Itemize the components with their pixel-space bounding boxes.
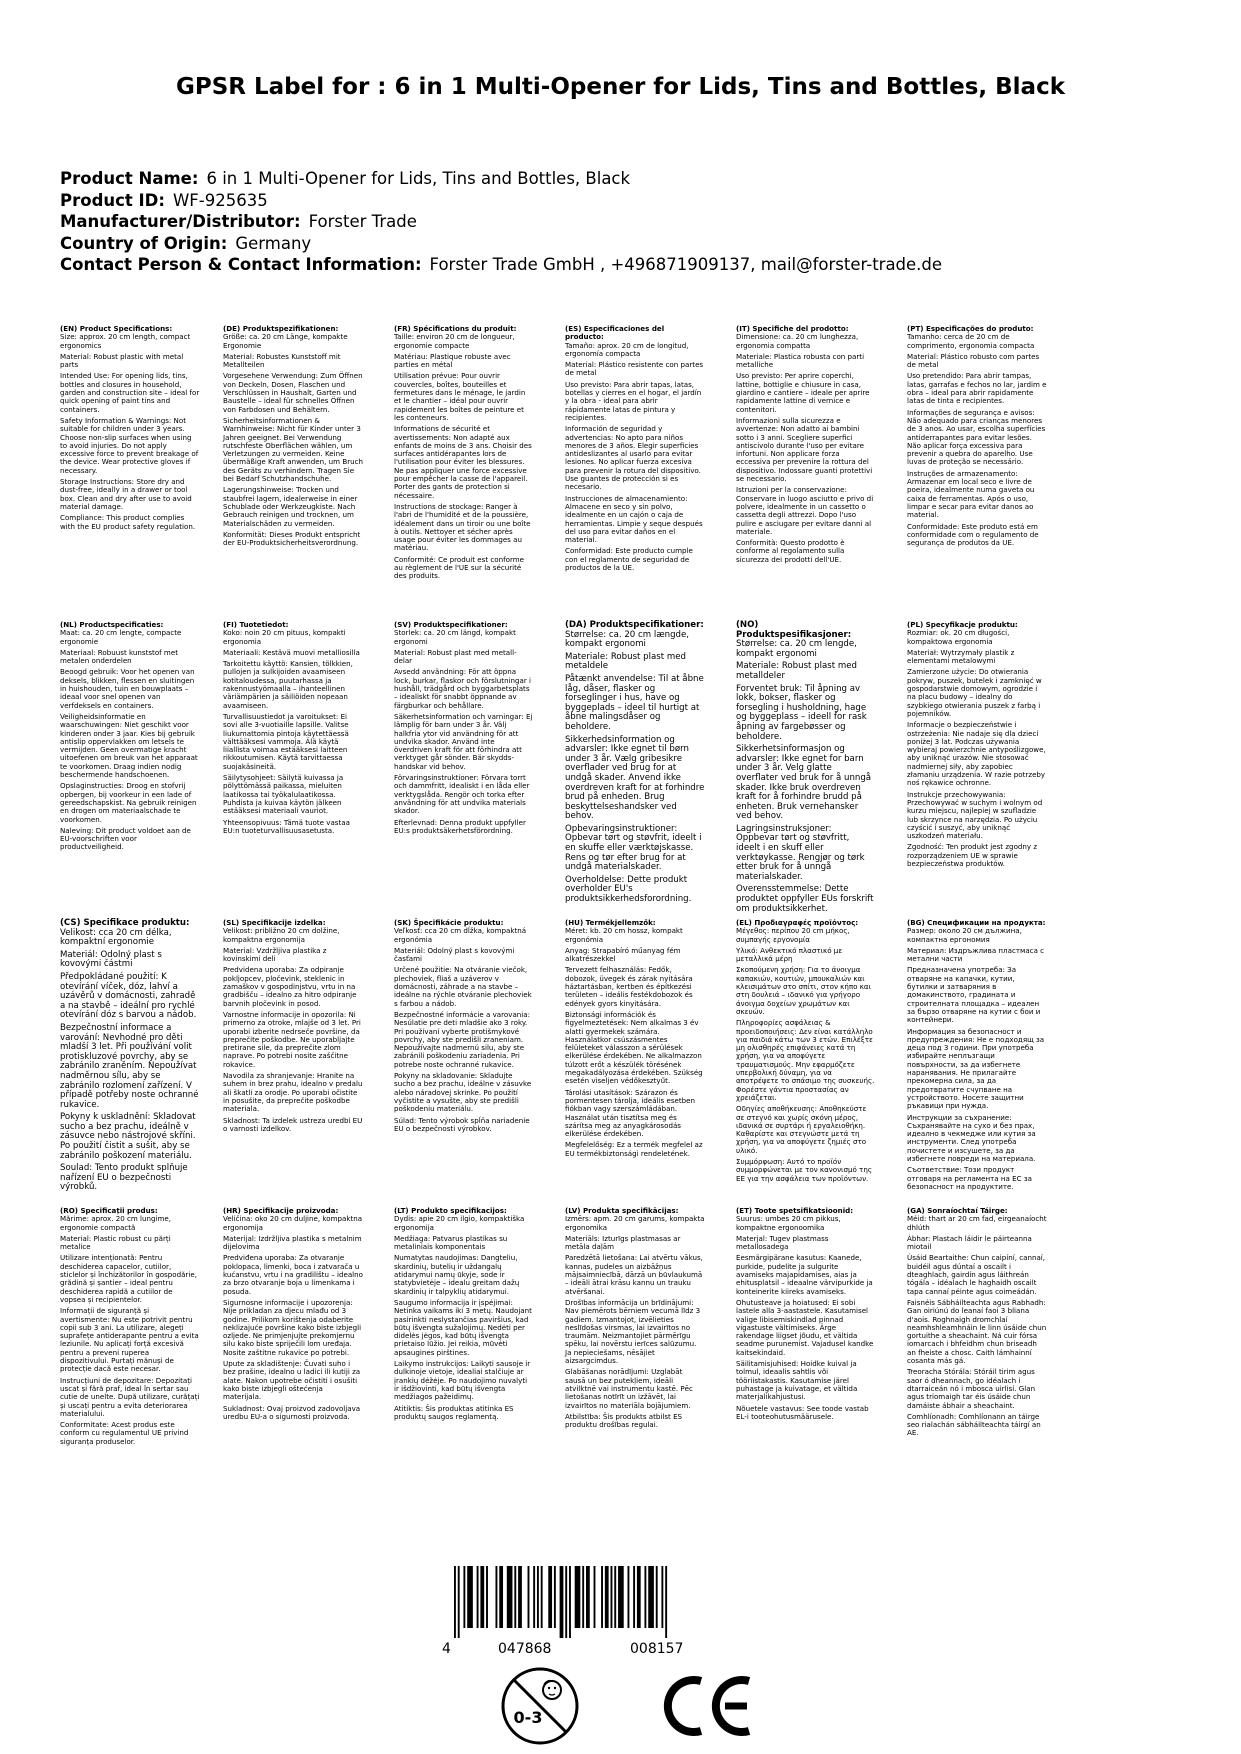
country-row (60, 233, 1181, 255)
language-block-paragraph: Skladnost: Ta izdelek ustreza uredbi EU o varnosti izdelkov. (223, 1115, 363, 1133)
language-block-paragraph: Veľkosť: cca 20 cm dĺžka, kompaktná ergonómia (394, 926, 527, 944)
language-block-paragraph: Faisnéis Sábháilteachta agus Rabhadh: Gan oiriúnú do leanaí faoi 3 bliana d'aois. Roghnaigh dromchlaí neamhshleamhnáin le linn úsáide chun gortuithe a sheachaint. Ná cuir fórsa iomarcach i bhfeidhm chun briseadh an fheiste a chosc. Caith lámhainní cosanta más gá. (907, 1297, 1047, 1366)
language-block-paragraph: Velikost: približno 20 cm dolžine, kompaktna ergonomija (223, 926, 340, 944)
age-0-3-warning-icon (500, 1666, 580, 1746)
barcode-digit-left: 4 (442, 1641, 451, 1657)
language-block-paragraph: Οδηγίες αποθήκευσης: Αποθηκεύστε σε στεγνό και χωρίς σκόνη μέρος, ιδανικά σε συρτάρι ή εργαλειοθήκη. Καθαρίστε και στεγνώστε μετά τη χρήση, για να αποφύγετε ζημιές στο υλικό. (736, 1104, 867, 1155)
language-block-paragraph: Utilisation prévue: Pour ouvrir couvercles, boîtes, bouteilles et fermetures dans le ménage, le jardin et le chantier – idéal pour ouvrir rapidement les boîtes de peinture et les conteneurs. (394, 371, 526, 422)
language-block-paragraph: Συμμόρφωση: Αυτό το προϊόν συμμορφώνεται με τον κανονισμό της ΕΕ για την ασφάλεια των προϊόντων. (736, 1157, 872, 1183)
language-block-paragraph: Materiaal: Robuust kunststof met metalen onderdelen (60, 647, 178, 666)
language-block (60, 621, 200, 855)
language-block-paragraph: Μέγεθος: περίπου 20 cm μήκος, συμπαγής εργονομία (736, 926, 850, 944)
language-block-paragraph: Υλικό: Ανθεκτικό πλαστικό με μεταλλικά μέρη (736, 945, 843, 964)
language-block-title: (DE) Produktspezifikationen: (223, 324, 339, 333)
language-block-paragraph: Méret: kb. 20 cm hossz, kompakt ergonómia (565, 926, 683, 944)
language-block-paragraph: Ohutusteave ja hoiatused: Ei sobi lastele alla 3-aastastele. Kasutamisel valige libisemiskindlad pinnad vigastuste vältimiseks. Ärge rakendage liigset jõudu, et vältida seadme purunemist. Vajadusel kandke kaitsekindaid. (736, 1297, 874, 1357)
language-block (907, 1207, 1047, 1441)
language-block-title: (LV) Produkta specifikācijas: (565, 1206, 679, 1215)
language-block (565, 1207, 705, 1432)
language-block-paragraph: Veiligheidsinformatie en waarschuwingen: Niet geschikt voor kinderen onder 3 jaar. Kies bij gebruik antislip oppervlakken om letsels te vermijden. Geen overmatige kracht uitoefenen om breuk van het apparaat te voorkomen. Draag indien nodig beschermende handschoenen. (60, 711, 198, 780)
language-block (565, 621, 705, 908)
language-block-paragraph: Förvaringsinstruktioner: Förvara torrt och dammfritt, idealiskt i en låda eller verktygslåda. Rengör och torka efter användning för att undvika materials skador. (394, 773, 530, 816)
language-block-paragraph: Инструкции за съхранение: Съхранявайте на сухо и без прах, идеално в чекмедже или кутия за инструменти. След употреба почистете и изсушете, за да избегнете повреди на материала. (907, 1112, 1036, 1164)
language-block-paragraph: Uso previsto: Para abrir tapas, latas, botellas y cierres en el hogar, el jardín y la obra - ideal para abrir rápidamente latas de pintura y recipientes. (565, 379, 702, 422)
barcode-bar (582, 1566, 584, 1628)
info-label: Product ID: (60, 190, 165, 210)
contact-row (60, 254, 1181, 276)
language-block-paragraph: Rozmiar: ok. 20 cm długości, kompaktowa ergonomia (907, 628, 1010, 646)
language-block-paragraph: Súlad: Tento výrobok spĺňa nariadenie EU o bezpečnosti výrobkov. (394, 1115, 530, 1133)
language-block (223, 919, 363, 1136)
language-block-title: (FI) Tuotetiedot: (223, 620, 289, 629)
barcode-bar (633, 1566, 635, 1628)
language-block-paragraph: Pokyny k uskladnění: Skladovat sucho a bez prachu, ideálně v zásuvce nebo nástrojové skříni. Po použití čistit a sušit, aby se zabránilo poškození materiálu. (60, 1112, 196, 1161)
language-block-paragraph: Предназначена употреба: За отваряне на капачки, кутии, бутилки и затваряния в домакинството, градината и строителната площадка – идеален за бързо отваряне на кутии с бои и контейнери. (907, 965, 1041, 1025)
barcode-bar (486, 1566, 488, 1628)
language-block-paragraph: Tarkoitettu käyttö: Kansien, tölkkien, pullojen ja sulkijoiden avaamiseen kotitaloudessa, puutarhassa ja rakennustyömaalla – ihanteellinen väriämpärien ja säiliöiden nopeaan avaamiseen. (223, 659, 353, 710)
language-block-title: (ES) Especificaciones del producto: (565, 324, 665, 342)
language-block-paragraph: Storlek: ca. 20 cm längd, kompakt ergonomi (394, 628, 516, 646)
language-block-paragraph: Utilizare intenționată: Pentru deschiderea capacelor, cutiilor, sticlelor și închizătorilor în gospodărie, grădină și șantier – ideal pentru deschiderea rapidă a cutiilor de vopsea și recipientelor. (60, 1253, 197, 1304)
language-block-paragraph: Bezpečnostné informácie a varovania: Nesúlatie pre deti mladšie ako 3 roky. Pri používaní vyberte protišmykové povrchy, aby ste predišli zraneniam. Nepoužívajte nadmernú silu, aby ste zabránili poškodeniu zariadenia. Pri potrebe noste ochranné rukavice. (394, 1009, 530, 1069)
language-block-paragraph: Zamierzone użycie: Do otwierania pokryw, puszek, butelek i zamknięć w gospodarstwie domowym, ogrodzie i na placu budowy – idealny do szybkiego otwierania puszek z farbą i pojemników. (907, 667, 1042, 718)
language-block-paragraph: Saugumo informacija ir įspėjimai: Netinka vaikams iki 3 metų. Naudojant pasirinkti neslystančias paviršius, kad būtų išvengta sužalojimų. Nedėti per didelės jėgos, kad būtų išvengta prietaiso lūžio. Jei reikia, mūvėti apsaugines pirštines. (394, 1297, 532, 1357)
language-block-paragraph: Glabāšanas norādījumi: Uzglabāt sausā un bez putekļiem, ideāli atvilktnē vai instrumentu kastē. Pēc lietošanas notīrīt un izžāvēt, lai izvairītos no materiāla bojājumiem. (565, 1367, 693, 1410)
language-block-paragraph: Съответствие: Този продукт отговаря на регламента на ЕС за безопасност на продуктите. (907, 1165, 1032, 1191)
barcode-bar (518, 1566, 522, 1628)
language-block-paragraph: Material: Plástico robusto com partes de metal (907, 351, 1040, 370)
language-block-paragraph: Eesmärgipärane kasutus: Kaanede, purkide, pudelite ja sulgurite avamiseks majapidamises, aias ja ehitusplatsil – ideaalne värvipurkide ja konteinerite kiireks avamiseks. (736, 1253, 873, 1296)
language-block-paragraph: Material: Robust plast med metall-delar (394, 647, 517, 666)
language-block-paragraph: Materiaali: Kestävä muovi metalliosilla (223, 647, 360, 657)
barcode-digits-right: 008157 (630, 1641, 684, 1657)
language-block (736, 919, 876, 1186)
language-block-paragraph: Conformitate: Acest produs este conform cu regulamentul UE privind siguranța produselor. (60, 1420, 189, 1446)
language-block (60, 919, 200, 1196)
language-block-paragraph: Izmērs: apm. 20 cm garums, kompakta ergonomika (565, 1214, 705, 1232)
product-name-row (60, 168, 1181, 190)
language-block-paragraph: Tamanho: cerca de 20 cm de comprimento, ergonomia compacta (907, 332, 1035, 350)
info-value: Forster Trade GmbH , +496871909137, mail@forster-trade.de (429, 255, 943, 274)
manufacturer-row (60, 211, 1181, 233)
language-block-paragraph: Materiale: Robust plast med metaldele (565, 651, 686, 672)
language-block-title: (EL) Προδιαγραφές προϊόντος: (736, 918, 859, 927)
barcode-bar (618, 1566, 624, 1628)
language-block-paragraph: Информация за безопасност и предупреждения: Не е подходящ за деца под 3 години. При употреба избирайте неплъзгащи повърхности, за да избегнете наранявания. Не прилагайте прекомерна сила, за да предотвратите счупване на устройството. Носете защитни ръкавици при нужда. (907, 1026, 1045, 1111)
language-block-paragraph: Uso previsto: Per aprire coperchi, lattine, bottiglie e chiusure in casa, giardino e cantiere – ideale per aprire rapidamente lattine di vernice e contenitori. (736, 371, 870, 414)
language-block (223, 1207, 363, 1424)
barcode-digits-mid: 047868 (498, 1641, 552, 1657)
barcode-bar (533, 1566, 535, 1628)
language-block-paragraph: Påtænkt anvendelse: Til at åbne låg, dåser, flasker og forseglinger i hus, have og byggeplads – ideel til hurtigt at åbne malingsdåser og beholdere. (565, 673, 704, 732)
info-value: Forster Trade (308, 212, 417, 231)
barcode-bar (665, 1566, 667, 1638)
language-block-paragraph: Predvidena uporaba: Za odpiranje pokljopcev, pločevink, steklenic in zamaškov v gospodinjstvu, vrtu in na gradbišču – idealno za hitro odpiranje barvnih pločevink in posod. (223, 965, 357, 1008)
barcode-bar (601, 1566, 603, 1628)
language-block-paragraph: Instrucțiuni de depozitare: Depozitați uscat și fără praf, ideal în sertar sau cutie de unelte. După utilizare, curățați și uscați pentru a evita deteriorarea materialului. (60, 1375, 200, 1418)
language-block-paragraph: Suurus: umbes 20 cm pikkus, kompaktne ergonoomika (736, 1214, 841, 1232)
language-block-title: (BG) Спецификации на продукта: (907, 918, 1046, 927)
barcode-bar (458, 1566, 460, 1638)
language-block-paragraph: Conformità: Questo prodotto è conforme al regolamento sulla sicurezza dei prodotti dell'UE. (736, 538, 845, 564)
language-block-paragraph: Paredzētā lietošana: Lai atvērtu vākus, kannas, pudeles un aizbāžņus mājsaimniecībā, dārzā un būvlaukumā – ideāli ātrai krāsu kannu un trauku atvēršanai. (565, 1253, 703, 1296)
barcode-bar (541, 1566, 543, 1628)
language-block (565, 325, 705, 575)
language-block-paragraph: Numatytas naudojimas: Dangteliu, skardinių, butelių ir uždangalų atidarymui namų ūkyje, sode ir statybvietėje – idealu greitam dažų skardinių ir talpyklių atidarymui. (394, 1253, 520, 1296)
language-block-paragraph: Material: Robustes Kunststoff mit Metallteilen (223, 351, 341, 370)
barcode-bar (661, 1566, 663, 1628)
barcode-bar (611, 1566, 613, 1628)
info-label: Product Name: (60, 169, 199, 188)
language-block-paragraph: Pokyny na skladovanie: Skladujte sucho a bez prachu, ideálne v zásuvke alebo náradovej skrinke. Po použití vyčistite a vysušte, aby ste predišli poškodeniu materiálu. (394, 1071, 532, 1114)
language-block-paragraph: Informații de siguranță și avertismente: Nu este potrivit pentru copii sub 3 ani. La utilizare, alegeți suprafețe antiderapante pentru a evita leziunile. Nu aplicați forță excesivă pentru a preveni ruperea dispozitivului. Purtați mănuși de protecție dacă este necesar. (60, 1306, 199, 1374)
language-block-title: (NL) Productspecificaties: (60, 620, 164, 629)
ean-barcode (442, 1566, 720, 1657)
language-block-paragraph: Vorgesehene Verwendung: Zum Öffnen von Deckeln, Dosen, Flaschen und Verschlüssen in Haushalt, Garten und Baustelle – ideal für schnelles Öffnen von Farbdosen und Behältern. (223, 371, 363, 414)
language-block (394, 325, 534, 584)
language-block-paragraph: Varnostne informacije in opozorila: Ni primerno za otroke, mlajše od 3 let. Pri uporabi izberite nedrseče površine, da preprečite poškodbe. Ne uporabljajte pretirane sile, da preprečite zlom naprave. Po potrebi nosite zaščitne rokavice. (223, 1009, 361, 1069)
language-block-title: (LT) Produkto specifikacijos: (394, 1206, 507, 1215)
language-block-paragraph: Størrelse: ca. 20 cm lengde, kompakt ergonomi (736, 639, 857, 659)
language-block-paragraph: Veličina: oko 20 cm duljine, kompaktna ergonomija (223, 1214, 363, 1232)
language-block-paragraph: Conformidad: Este producto cumple con el reglamento de seguridad de productos de la UE. (565, 546, 693, 573)
language-block-paragraph: Úsáid Beartaithe: Chun caipíní, cannaí, buidéil agus dúntaí a oscailt i dteaghlach, gairdín agus láithreán tógála – idéalach le haghaidh oscailt tapa cannaí péinte agus coimeádán. (907, 1253, 1046, 1296)
language-block-title: (NO) Produktspesifikasjoner: (736, 620, 852, 640)
language-block-paragraph: Uso pretendido: Para abrir tampas, latas, garrafas e fechos no lar, jardim e obra – ideal para abrir rapidamente latas de tinta e recipientes. (907, 371, 1047, 406)
barcode-bar (463, 1566, 465, 1628)
language-block-paragraph: Informações de segurança e avisos: Não adequado para crianças menores de 3 anos. Ao usar, escolha superfícies antiderrapantes para evitar lesões. Não aplicar força excessiva para prevenir a quebra do aparelho. Use luvas de proteção se necessário. (907, 407, 1046, 467)
language-block-paragraph: Soulad: Tento produkt splňuje nařízení EU o bezpečnosti výrobků. (60, 1163, 188, 1193)
language-block-paragraph: Informacje o bezpieczeństwie i ostrzeżenia: Nie nadaje się dla dzieci poniżej 3 lat. Podczas używania wybieraj powierzchnie antypoślizgowe, aby uniknąć urazów. Nie stosować nadmiernej siły, aby zapobiec złamaniu urządzenia. W razie potrzeby noś rękawice ochronne. (907, 720, 1046, 788)
language-block-paragraph: Sikkerhedsinformation og advarsler: Ikke egnet til børn under 3 år. Vælg gribesikre overflader ved brug for at undgå skader. Anvend ikke overdreven kraft for at forhindre brud på enheden. Brug beskyttelseshandsker ved behov. (565, 734, 705, 822)
language-block-paragraph: Intended Use: For opening lids, tins, bottles and closures in household, garden and construction site – ideal for quick opening of paint tins and containers. (60, 371, 200, 414)
language-block-paragraph: Opslaginstructies: Droog en stofvrij opbergen, bij voorkeur in een lade of gereedschapskist. Na gebruik reinigen en drogen om materiaalschade te voorkomen. (60, 781, 197, 824)
language-block (565, 919, 705, 1161)
language-block-paragraph: Overholdelse: Dette produkt overholder EU's produktsikkerhedsforordning. (565, 874, 692, 905)
language-block-paragraph: Comhlíonadh: Comhlíonann an táirge seo rialachán sábháilteachta táirgí an AE. (907, 1411, 1041, 1438)
language-block-paragraph: Informations de sécurité et avertissements: Non adapté aux enfants de moins de 3 ans. Choisir des surfaces antidérapantes lors de l'utilisation pour éviter les blessures. Ne pas appliquer une force excessive pour empêcher la casse de l'appareil. Porter des gants de protection si nécessaire. (394, 424, 532, 500)
language-block-paragraph: Medžiaga: Patvarus plastikas su metaliniais komponentais (394, 1233, 508, 1252)
language-block-paragraph: Πληροφορίες ασφάλειας & προειδοποιήσεις: Δεν είναι κατάλληλο για παιδιά κάτω των 3 ετών. Επιλέξτε μη ολισθηρές επιφάνειες κατά τη χρήση, για να αποφύγετε τραυματισμούς. Μην εφαρμόζετε υπερβολική δύναμη, για να αποτρέψετε το σπάσιμο της συσκευής. Φορέστε γάντια προστασίας αν χρειάζεται. (736, 1018, 875, 1102)
language-block-paragraph: Atbilstība: Šis produkts atbilst ES produktu drošības regulai. (565, 1411, 683, 1430)
language-block-paragraph: Drošības informācija un brīdinājumi: Nav piemērots bērniem vecumā līdz 3 gadiem. Izmantojot, izvēlieties neslīdošas virsmas, lai izvairītos no traumām. Neizmantojiet pārmērīgu spēku, lai novērstu ierīces salūzumu. Ja nepieciešams, nēsājiet aizsargcimdus. (565, 1297, 701, 1366)
info-label: Manufacturer/Distributor: (60, 212, 301, 231)
language-block-paragraph: Materiál: Odolný plast s kovovými časťami (394, 945, 515, 964)
language-block-paragraph: Sikkerhetsinformasjon og advarsler: Ikke egnet for barn under 3 år. Velg glatte overflater ved bruk for å unngå skader. Ikke bruk overdreven kraft for å forhindre brudd på enheten. Bruk vernehansker ved behov. (736, 744, 872, 822)
info-value: 6 in 1 Multi-Opener for Lids, Tins and Bottles, Black (206, 169, 631, 188)
language-block-title: (FR) Spécifications du produit: (394, 324, 517, 333)
barcode-bar (627, 1566, 629, 1628)
language-block-title: (SV) Produktspecifikationer: (394, 620, 508, 629)
language-block (394, 1207, 534, 1424)
svg-text:0-3: 0-3 (513, 1708, 543, 1727)
barcode-bars (454, 1566, 718, 1638)
language-block-paragraph: Lagringsinstruksjoner: Oppbevar tørt og støvfritt, ideelt i en skuff eller verktøykasse. Rengjør og tørk etter bruk for å unngå materialskader. (736, 823, 865, 882)
page-title: GPSR Label for : 6 in 1 Multi-Opener for Lids, Tins and Bottles, Black (175, 74, 1065, 101)
language-block-paragraph: Conformidade: Este produto está em conformidade com o regulamento de segurança de produtos da UE. (907, 521, 1039, 548)
language-block-paragraph: Mărime: aprox. 20 cm lungime, ergonomie compactă (60, 1214, 172, 1232)
language-block-paragraph: Instruções de armazenamento: Armazenar em local seco e livre de poeira, idealmente numa gaveta ou caixa de ferramentas. Após o uso, limpar e secar para evitar danos ao material. (907, 468, 1035, 520)
language-block-paragraph: Materiał: Wytrzymały plastik z elementami metalowymi (907, 647, 1015, 666)
ce-mark-icon (661, 1675, 756, 1737)
language-block-paragraph: Efterlevnad: Denna produkt uppfyller EU:s produktsäkerhetsförordning. (394, 817, 526, 835)
language-block-paragraph: Materiale: Plastica robusta con parti metalliche (736, 351, 865, 370)
language-block-paragraph: Tárolási utasítások: Szárazon és pormentesen tárolja, ideális esetben fiókban vagy szerszámládában. Használat után tisztítsa meg és szárítsa meg az anyagkárosodás elkerülése érdekében. (565, 1087, 696, 1139)
language-block-paragraph: Taille: environ 20 cm de longueur, ergonomie compacte (394, 332, 515, 350)
language-block (907, 621, 1047, 871)
language-block (223, 325, 363, 550)
language-block-paragraph: Overensstemmelse: Dette produktet oppfyller EUs forskrift om produktsikkerhet. (736, 884, 874, 914)
language-block-title: (GA) Sonraíochtaí Táirge: (907, 1206, 1008, 1215)
barcode-bar (648, 1566, 654, 1628)
language-block-paragraph: Sigurnosne informacije i upozorenja: Nije prikladan za djecu mlađu od 3 godine. Prilikom korištenja odaberite neklizajuće površine kako biste izbjegli ozljede. Ne primjenjujte prekomjernu silu kako biste spriječili lom uređaja. Nosite zaštitne rukavice po potrebi. (223, 1297, 362, 1357)
language-block-paragraph: Biztonsági információk és figyelmeztetések: Nem alkalmas 3 év alatti gyermekek számára. Használatkor csúszásmentes felületeket válasszon a sérülések elkerülése érdekében. Ne alkalmazzon túlzott erőt a készülék törésének megakadályozása érdekében. Szükség esetén viseljen védőkesztyűt. (565, 1009, 703, 1086)
barcode-bar (656, 1566, 658, 1628)
language-block-paragraph: Yhteensopivuus: Tämä tuote vastaa EU:n tuoteturvallisuusasetusta. (223, 817, 350, 835)
language-block-paragraph: Avsedd användning: För att öppna lock, burkar, flaskor och förslutningar i hushåll, trädgård och byggarbetsplats – idealiskt för snabbt öppnande av färgburkar och behållare. (394, 667, 532, 710)
info-value: WF-925635 (172, 190, 268, 210)
language-block-paragraph: Material: Plastic robust cu părți metalice (60, 1233, 171, 1252)
language-block-paragraph: Určené použitie: Na otváranie viečok, plechoviek, fliaš a uzáverov v domácnosti, záhrade a na stavbe – ideálne na rýchle otváranie plechoviek s farbou a nádob. (394, 965, 532, 1008)
language-block-paragraph: Größe: ca. 20 cm Länge, kompakte Ergonomie (223, 332, 348, 350)
language-block-paragraph: Säilitamisjuhised: Hoidke kuival ja tolmul, ideaalis sahtlis või tööriistakastis. Kasutamise järel puhastage ja kuivatage, et vältida materjalikahjustusi. (736, 1359, 858, 1402)
language-block-title: (PL) Specyfikacje produktu: (907, 620, 1018, 629)
barcode-bar (560, 1566, 564, 1638)
language-block (736, 621, 876, 917)
language-block-paragraph: Zgodność: Ten produkt jest zgodny z rozporządzeniem UE w sprawie bezpieczeństwa produktów. (907, 842, 1038, 869)
language-block-paragraph: Размер: около 20 см дължина, компактна ергономия (907, 926, 1022, 944)
language-block-paragraph: Sukladnost: Ovaj proizvod zadovoljava uredbu EU-a o sigurnosti proizvoda. (223, 1403, 361, 1421)
language-block-paragraph: Size: approx. 20 cm length, compact ergonomics (60, 332, 191, 350)
language-block-paragraph: Materiale: Robust plast med metalldeler (736, 661, 857, 681)
barcode-bar (454, 1566, 456, 1638)
language-block-paragraph: Compliance: This product complies with the EU product safety regulation. (60, 513, 196, 531)
barcode-bar (537, 1566, 539, 1628)
language-block-paragraph: Материал: Издръжлива пластмаса с метални части (907, 945, 1045, 964)
barcode-bar (594, 1566, 596, 1628)
language-block (907, 325, 1047, 550)
language-block-paragraph: Laikymo instrukcijos: Laikyti sausoje ir dulkinoje vietoje, idealiai stalčiuje ar įrankių dėžėje. Po naudojimo nuvalyti ir išdžiovinti, kad būtų išvengta medžiagos pažeidimų. (394, 1359, 531, 1402)
language-block-paragraph: Størrelse: ca. 20 cm længde, kompakt ergonomi (565, 629, 690, 650)
language-block-paragraph: Conformité: Ce produit est conforme au règlement de l'UE sur la sécurité des produits. (394, 554, 525, 581)
language-block-paragraph: Beoogd gebruik: Voor het openen van deksels, blikken, flessen en sluitingen in huishouden, tuin en bouwplaats – ideaal voor snel openen van verfdeksels en containers. (60, 667, 195, 710)
barcode-bar (586, 1566, 590, 1628)
language-block-paragraph: Forventet bruk: Til åpning av lokk, bokser, flasker og forsegling i husholdning, hage og byggeplass – ideell for rask åpning av fargebøsser og beholdere. (736, 683, 867, 742)
language-block-paragraph: Upute za skladištenje: Čuvati suho i bez prašine, idealno u ladici ili kutiji za alate. Nakon upotrebe očistiti i osušiti kako biste izbjegli oštećenja materijala. (223, 1359, 361, 1402)
barcode-bar (644, 1566, 646, 1628)
barcode-bar (514, 1566, 516, 1628)
language-block-paragraph: Naleving: Dit product voldoet aan de EU-voorschriften voor productveiligheid. (60, 825, 191, 852)
language-block-paragraph: Istruzioni per la conservazione: Conservare in luogo asciutto e privo di polvere, idealmente in un cassetto o cassetta degli attrezzi. Dopo l'uso pulire e asciugare per evitare danni al materiale. (736, 485, 874, 536)
language-block-paragraph: Säilytysohjeet: Säilytä kuivassa ja pölyttömässä paikassa, mieluiten laatikossa tai työkalulaatikossa. Puhdista ja kuivaa käytön jälkeen estääksesi materiaali vauriot. (223, 773, 344, 816)
language-block-title: (RO) Specificații produs: (60, 1206, 158, 1215)
language-block-paragraph: Materiāls: Izturīgs plastmasas ar metāla daļām (565, 1233, 681, 1252)
language-block (907, 919, 1047, 1194)
language-block-paragraph: Tervezett felhasználás: Fedők, dobozok, üvegek és zárak nyitására háztartásban, kertben és építkezési területen – ideális festékdobozok és edények gyors kinyitására. (565, 965, 693, 1008)
language-block-paragraph: Sicherheitsinformationen & Warnhinweise: Nicht für Kinder unter 3 Jahren geeignet. Bei Verwendung rutschfeste Oberflächen wählen, um Verletzungen zu vermeiden. Keine übermäßige Kraft anwenden, um Bruch des Geräts zu verhindern. Tragen Sie bei Bedarf Schutzhandschuhe. (223, 415, 364, 484)
language-block-paragraph: Säkerhetsinformation och varningar: Ej lämplig för barn under 3 år. Välj halkfria ytor vid användning för att undvika skador. Använd inte överdriven kraft för att förhindra att verktyget går sönder. Bär skydds-handskar vid behov. (394, 711, 533, 771)
language-block-paragraph: Maat: ca. 20 cm lengte, compacte ergonomie (60, 628, 182, 646)
barcode-bar (499, 1566, 503, 1628)
language-block-paragraph: Matériau: Plastique robuste avec parties en métal (394, 351, 511, 370)
language-block-paragraph: Turvallisuustiedot ja varoitukset: Ei sovi alle 3-vuotiaille lapsille. Valitse liukumattomia pintoja käytettäessä välttääksesi vammoja. Älä käytä liiallista voimaa estääksesi laitteen rikkoutumisen. Käytä tarvittaessa suojakäsineitä. (223, 711, 349, 771)
language-block-title: (SK) Špecifikácie produktu: (394, 918, 504, 927)
language-block-paragraph: Velikost: cca 20 cm délka, kompaktní ergonomie (60, 927, 172, 948)
language-block-paragraph: Instrucciones de almacenamiento: Almacene en seco y sin polvo, idealmente en un cajón o caja de herramientas. Limpie y seque después del uso para evitar daños en el material. (565, 493, 703, 545)
language-block-paragraph: Nõuetele vastavus: See toode vastab EL-i tooteohutusmäärusele. (736, 1403, 869, 1421)
language-block (60, 1207, 200, 1449)
info-label: Contact Person & Contact Information: (60, 255, 422, 274)
language-block-paragraph: Navodila za shranjevanje: Hranite na suhem in brez prahu, idealno v predalu ali škatli za orodje. Po uporabi očistite in posušite, da preprečite poškodbe materiala. (223, 1071, 363, 1114)
barcode-bar (569, 1566, 571, 1638)
language-block-paragraph: Σκοπούμενη χρήση: Για το άνοιγμα καπακιών, κουτιών, μπουκαλιών και κλεισιμάτων στο σπίτι, στον κήπο και στη δουλειά – ιδανικό για γρήγορο άνοιγμα δοχείων χρωμάτων και σκευών. (736, 965, 871, 1016)
language-block-title: (CS) Specifikace produktu: (60, 918, 190, 928)
language-block-paragraph: Safety Information & Warnings: Not suitable for children under 3 years. Choose non-slip surfaces when using to avoid injuries. Do not apply excessive force to prevent breakage of the device. Wear protective gloves if necessary. (60, 415, 199, 475)
language-block-title: (HR) Specifikacije proizvoda: (223, 1206, 339, 1215)
language-block-paragraph: Material: Vzdržljiva plastika z kovinskimi deli (223, 945, 327, 964)
language-block-paragraph: Ábhar: Plastach láidir le páirteanna miotail (907, 1233, 1032, 1252)
language-block-title: (PT) Especificações do produto: (907, 324, 1034, 333)
language-block-paragraph: Předpokládané použití: K otevírání víček, dóz, lahví a uzávěrů v domácnosti, zahradě a na stavbě – ideální pro rychlé otevírání dóz s barvou a nádob. (60, 971, 197, 1021)
barcode-bar (565, 1566, 567, 1638)
language-block-title: (ET) Toote spetsifikatsioonid: (736, 1206, 854, 1215)
barcode-bar (467, 1566, 473, 1628)
language-block-paragraph: Méid: thart ar 20 cm fad, eirgeanaíocht dhlúth (907, 1214, 1047, 1232)
language-block-paragraph: Storage Instructions: Store dry and dust-free, ideally in a drawer or tool box. Clean and dry after use to avoid material damage. (60, 477, 192, 511)
language-block-paragraph: Material: Plástico resistente con partes de metal (565, 360, 704, 378)
language-block-paragraph: Anyag: Strapabíró műanyag fém alkatrészekkel (565, 945, 681, 964)
language-block-paragraph: Material: Robust plastic with metal parts (60, 351, 184, 370)
barcode-bar (605, 1566, 609, 1628)
barcode-bar (507, 1566, 513, 1628)
language-block-title: (SL) Specifikacije izdelka: (223, 918, 326, 927)
language-block-paragraph: Informazioni sulla sicurezza e avvertenze: Non adatto ai bambini sotto i 3 anni. Scegliere superfici antiscivolo durante l'uso per evitare infortuni. Non applicare forza eccessiva per prevenire la rottura del dispositivo. Indossare guanti protettivi se necessario. (736, 415, 873, 484)
language-block (736, 1207, 876, 1424)
language-block-paragraph: Materjal: Tugev plastmass metallosadega (736, 1233, 829, 1252)
barcode-bar (477, 1566, 479, 1628)
language-block-paragraph: Tamaño: aprox. 20 cm de longitud, ergonomía compacta (565, 340, 689, 358)
language-block-paragraph: Instrukcje przechowywania: Przechowywać w suchym i wolnym od kurzu miejscu, najlepiej w szufladzie lub skrzynce na narzędzia. Po użyciu czyścić i suszyć, aby uniknąć uszkodzeń materiału. (907, 789, 1043, 841)
language-block-paragraph: Materijal: Izdržljiva plastika s metalnim dijelovima (223, 1233, 362, 1252)
language-block (223, 621, 363, 838)
language-block-paragraph: Atitiktis: Šis produktas atitinka ES produktų saugos reglamentą. (394, 1403, 514, 1421)
language-block-paragraph: Dydis: apie 20 cm ilgio, kompaktiška ergonomija (394, 1214, 525, 1232)
language-block-paragraph: Instructions de stockage: Ranger à l'abri de l'humidité et de la poussière, idéalement dans un tiroir ou une boîte à outils. Nettoyer et sécher après usage pour éviter les dommages au matériau. (394, 501, 531, 553)
product-id-row (60, 190, 1181, 212)
barcode-bar (637, 1566, 641, 1628)
language-block (736, 325, 876, 567)
language-block-title: (IT) Specifiche del prodotto: (736, 324, 849, 333)
info-label: Country of Origin: (60, 233, 228, 253)
language-block-paragraph: Koko: noin 20 cm pituus, kompakti ergonomia (223, 628, 346, 646)
language-block-paragraph: Treoracha Stórála: Stóráil tirim agus saor ó dheannach, go idéalach i dtarraiceán nó i mbosca uirlisí. Glan agus triomaigh tar éis úsáide chun damáiste ábhair a sheachaint. (907, 1367, 1036, 1410)
language-block-paragraph: Materiál: Odolný plast s kovovými částmi (60, 949, 162, 970)
language-block-paragraph: Bezpečnostní informace a varování: Nevhodné pro děti mladší 3 let. Při používání volit protiskluzové povrchy, aby se zabránilo zraněním. Nepoužívat nadměrnou sílu, aby se zabránilo rozlomení zařízení. V případě potřeby noste ochranné rukavice. (60, 1022, 199, 1110)
barcode-bar (528, 1566, 530, 1628)
language-block-paragraph: Megfelelőség: Ez a termék megfelel az EU termékbiztonsági rendeletének. (565, 1140, 703, 1158)
language-block-paragraph: Dimensione: ca. 20 cm lunghezza, ergonomia compatta (736, 332, 859, 350)
barcode-bar (575, 1566, 581, 1628)
barcode-bar (548, 1566, 552, 1628)
language-block-paragraph: Konformität: Dieses Produkt entspricht der EU-Produktsicherheitsverordnung. (223, 529, 361, 548)
language-block (394, 621, 534, 838)
language-block-title: (HU) Termékjellemzők: (565, 918, 656, 927)
barcode-bar (480, 1566, 484, 1628)
language-block-title: (DA) Produktspecifikationer: (565, 620, 704, 630)
language-block (60, 325, 200, 534)
language-block (394, 919, 534, 1136)
info-value: Germany (235, 233, 312, 253)
product-info (60, 168, 1181, 276)
language-block-paragraph: Predviđena uporaba: Za otvaranje poklopaca, limenki, boca i zatvarača u kućanstvu, vrtu i na gradilištu – idealno za brzo otvaranje boja u limenkama i posuda. (223, 1253, 363, 1296)
language-block-paragraph: Información de seguridad y advertencias: No apto para niños menores de 3 años. Elegir superficies antideslizantes al usarlo para evitar lesiones. No aplicar fuerza excesiva para prevenir la rotura del dispositivo. Use guantes de protección si es necesario. (565, 424, 701, 492)
barcode-bar (614, 1566, 616, 1628)
language-block-title: (EN) Product Specifications: (60, 324, 173, 333)
barcode-bar (495, 1566, 497, 1628)
language-block-paragraph: Lagerungshinweise: Trocken und staubfrei lagern, idealerweise in einer Schublade oder Werkzeugkiste. Nach Gebrauch reinigen und trocknen, um Materialschäden zu vermeiden. (223, 485, 358, 528)
barcode-bar (554, 1566, 556, 1628)
language-block-paragraph: Opbevaringsinstruktioner: Opbevar tørt og støvfrit, ideelt i en skuffe eller værktøjskasse. Rens og tør efter brug for at undgå materialskader. (565, 823, 702, 873)
